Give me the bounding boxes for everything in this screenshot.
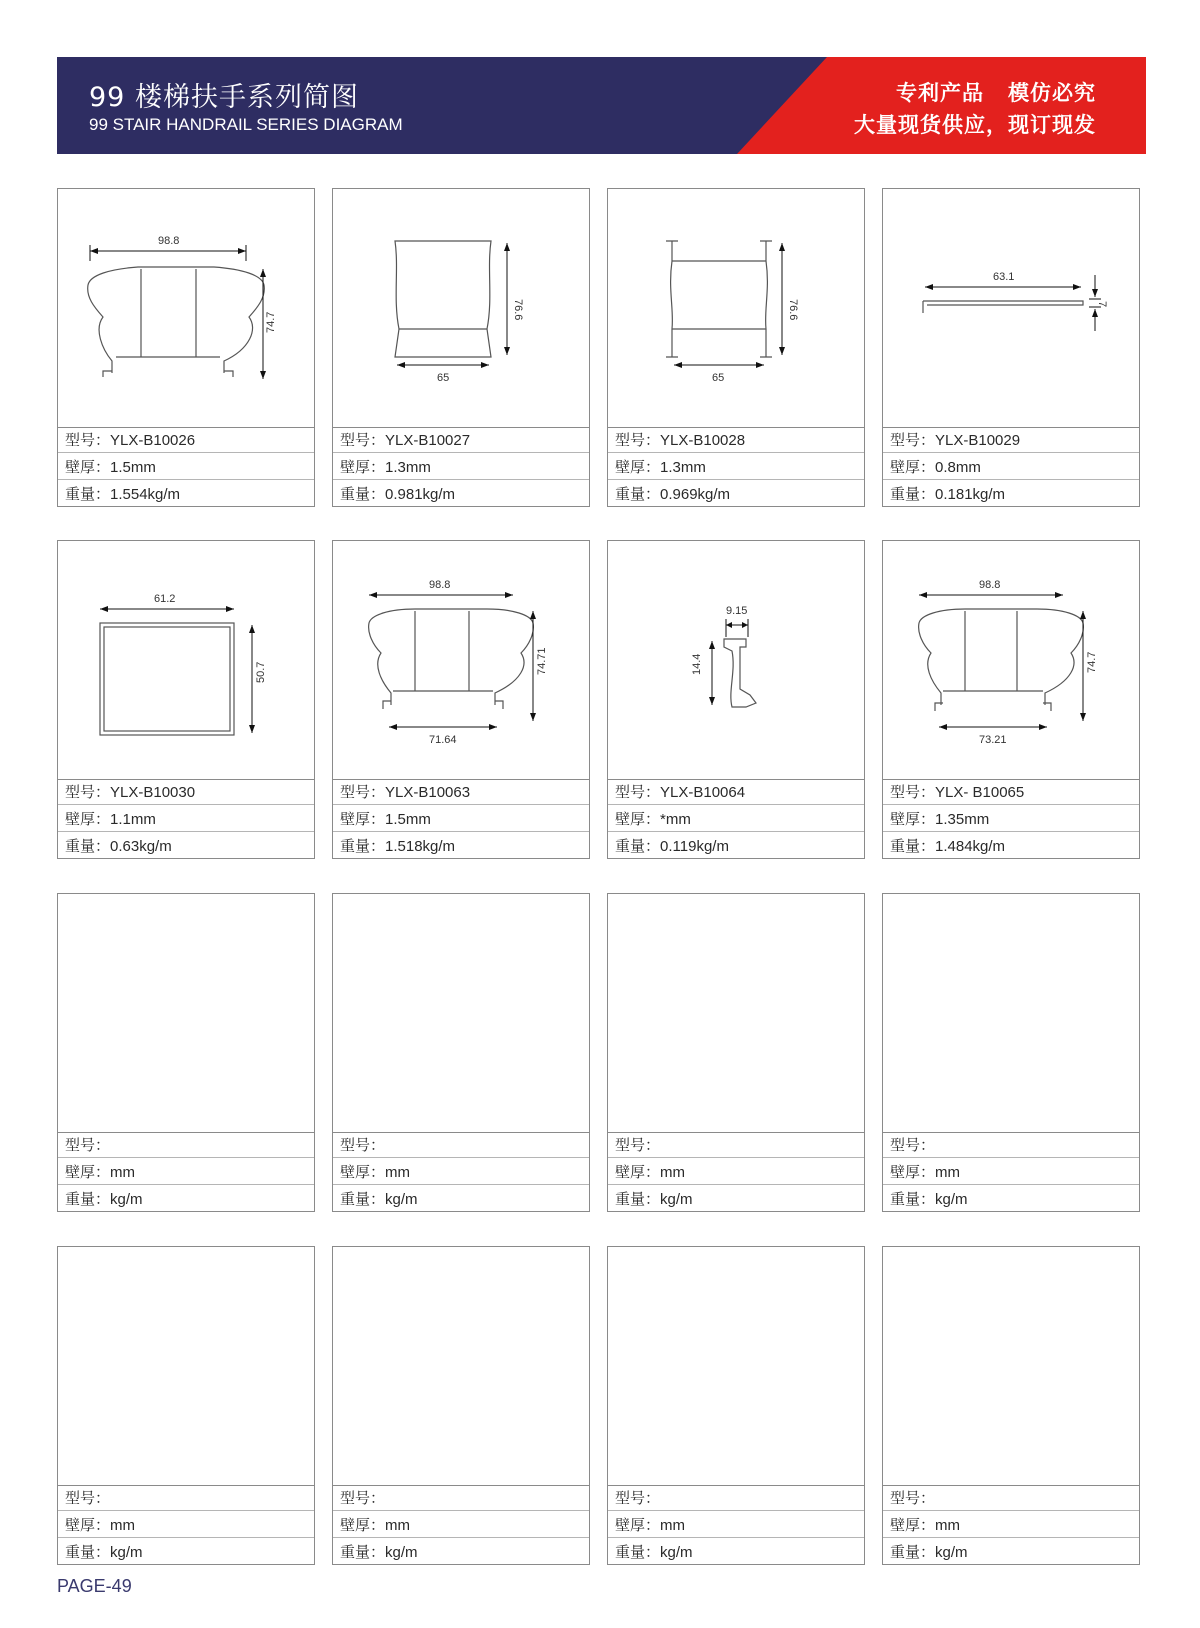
profile-drawing-empty [608,894,864,1133]
profile-b10028-diagram [608,189,864,427]
weight-row: 重量：0.119kg/m [615,837,729,855]
slogan-line-2: 大量现货供应，现订现发 [854,113,1096,137]
dim-width: 65 [712,372,725,384]
dim-height: 76.6 [787,299,799,321]
profile-drawing-empty [333,1247,589,1486]
profile-drawing-empty [58,894,314,1133]
dim-height: 74.71 [536,647,548,675]
model-row: 型号：YLX-B10027 [333,427,589,453]
empty-product-card[interactable] [607,893,865,1212]
thickness-row: 壁厚：mm [333,1512,589,1538]
thickness-row: 壁厚：mm [608,1159,864,1185]
page-title-en: 99 STAIR HANDRAIL SERIES DIAGRAM [89,115,403,134]
profile-b10065-diagram [883,541,1139,779]
empty-product-card[interactable] [57,1246,315,1565]
profile-drawing-empty [883,1247,1139,1486]
page-number: PAGE-49 [57,1576,132,1596]
product-card[interactable] [882,540,1140,859]
thickness-row: 壁厚：mm [608,1512,864,1538]
profile-outline [923,301,1083,313]
model-row: 型号： [608,1132,864,1158]
thickness-row: 壁厚：mm [58,1159,314,1185]
thickness-row: 壁厚：mm [333,1159,589,1185]
model-row: 型号：YLX- B10065 [883,779,1139,805]
dim-width: 98.8 [158,235,180,247]
product-card[interactable] [57,540,315,859]
profile-outline [724,639,756,707]
profile-drawing [333,541,589,780]
model-row: 型号： [58,1132,314,1158]
thickness-row: 壁厚：mm [58,1512,314,1538]
profile-b10026-diagram [58,189,314,427]
dim-bottom: 73.21 [979,734,1007,746]
slogan-imitation: 模仿必究 [1008,81,1096,105]
profile-b10064-diagram [608,541,864,779]
weight-row: 重量：kg/m [615,1190,693,1208]
dim-width: 9.15 [726,605,748,617]
profile-b10027-diagram [333,189,589,427]
thickness-row: 壁厚：mm [883,1512,1139,1538]
model-row: 型号： [883,1485,1139,1511]
weight-row: 重量：kg/m [65,1543,143,1561]
empty-product-card[interactable] [882,893,1140,1212]
profile-b10029-diagram [883,189,1139,427]
dim-width: 98.8 [429,579,451,591]
weight-row: 重量：1.554kg/m [65,485,181,503]
dim-height: 74.7 [265,311,277,333]
weight-row: 重量：0.63kg/m [65,837,172,855]
product-card[interactable] [607,188,865,507]
weight-row: 重量：kg/m [65,1190,143,1208]
profile-outline [666,241,772,357]
model-row: 型号： [333,1132,589,1158]
thickness-row: 壁厚：mm [883,1159,1139,1185]
dim-width: 63.1 [993,271,1015,283]
thickness-row: 壁厚：1.5mm [333,806,589,832]
profile-drawing-empty [333,894,589,1133]
model-row: 型号：YLX-B10064 [608,779,864,805]
dim-width: 65 [437,372,450,384]
empty-product-card[interactable] [607,1246,865,1565]
product-card[interactable] [882,188,1140,507]
thickness-row: 壁厚：1.35mm [883,806,1139,832]
profile-drawing [58,189,314,428]
product-card[interactable] [57,188,315,507]
weight-row: 重量：kg/m [890,1543,968,1561]
weight-row: 重量：0.981kg/m [340,485,456,503]
slogan-line-1 [872,77,1096,107]
empty-product-card[interactable] [332,893,590,1212]
thickness-row: 壁厚：1.3mm [608,454,864,480]
profile-drawing [883,189,1139,428]
empty-product-card[interactable] [332,1246,590,1565]
dim-bottom: 71.64 [429,734,457,746]
dim-height: 76.6 [512,299,524,321]
header-banner [57,57,1146,154]
model-row: 型号：YLX-B10028 [608,427,864,453]
thickness-row: 壁厚：1.3mm [333,454,589,480]
model-row: 型号：YLX-B10030 [58,779,314,805]
profile-drawing-empty [608,1247,864,1486]
dim-height: 7 [1096,301,1108,308]
profile-inner [103,269,233,377]
model-row: 型号：YLX-B10029 [883,427,1139,453]
empty-product-card[interactable] [57,893,315,1212]
product-card[interactable] [332,188,590,507]
model-row: 型号： [883,1132,1139,1158]
model-row: 型号：YLX-B10026 [58,427,314,453]
weight-row: 重量：kg/m [340,1190,418,1208]
model-row: 型号： [608,1485,864,1511]
weight-row: 重量：kg/m [615,1543,693,1561]
empty-product-card[interactable] [882,1246,1140,1565]
model-row: 型号： [58,1485,314,1511]
page-title-cn: 99 楼梯扶手系列简图 [89,82,359,113]
weight-row: 重量：kg/m [340,1543,418,1561]
weight-row: 重量：kg/m [890,1190,968,1208]
dim-height: 50.7 [255,661,267,683]
profile-drawing [333,189,589,428]
weight-row: 重量：1.484kg/m [890,837,1006,855]
profile-drawing [58,541,314,780]
product-card[interactable] [607,540,865,859]
weight-row: 重量：0.181kg/m [890,485,1006,503]
profile-outline [395,241,491,357]
weight-row: 重量：1.518kg/m [340,837,456,855]
model-row: 型号：YLX-B10063 [333,779,589,805]
weight-row: 重量：0.969kg/m [615,485,731,503]
profile-drawing-empty [58,1247,314,1486]
profile-outline [100,623,234,735]
model-row: 型号： [333,1485,589,1511]
dim-width: 61.2 [154,593,176,605]
profile-drawing-empty [883,894,1139,1133]
thickness-row: 壁厚：0.8mm [883,454,1139,480]
slogan-patent: 专利产品 [896,81,984,105]
thickness-row: 壁厚：1.1mm [58,806,314,832]
profile-drawing [608,189,864,428]
thickness-row: 壁厚：1.5mm [58,454,314,480]
profile-b10063-diagram [333,541,589,779]
profile-drawing [883,541,1139,780]
dim-width: 98.8 [979,579,1001,591]
dim-height: 74.7 [1086,651,1098,673]
profile-b10030-diagram [58,541,314,779]
thickness-row: 壁厚：*mm [608,806,864,832]
product-card[interactable] [332,540,590,859]
profile-drawing [608,541,864,780]
dim-height: 14.4 [691,653,703,675]
